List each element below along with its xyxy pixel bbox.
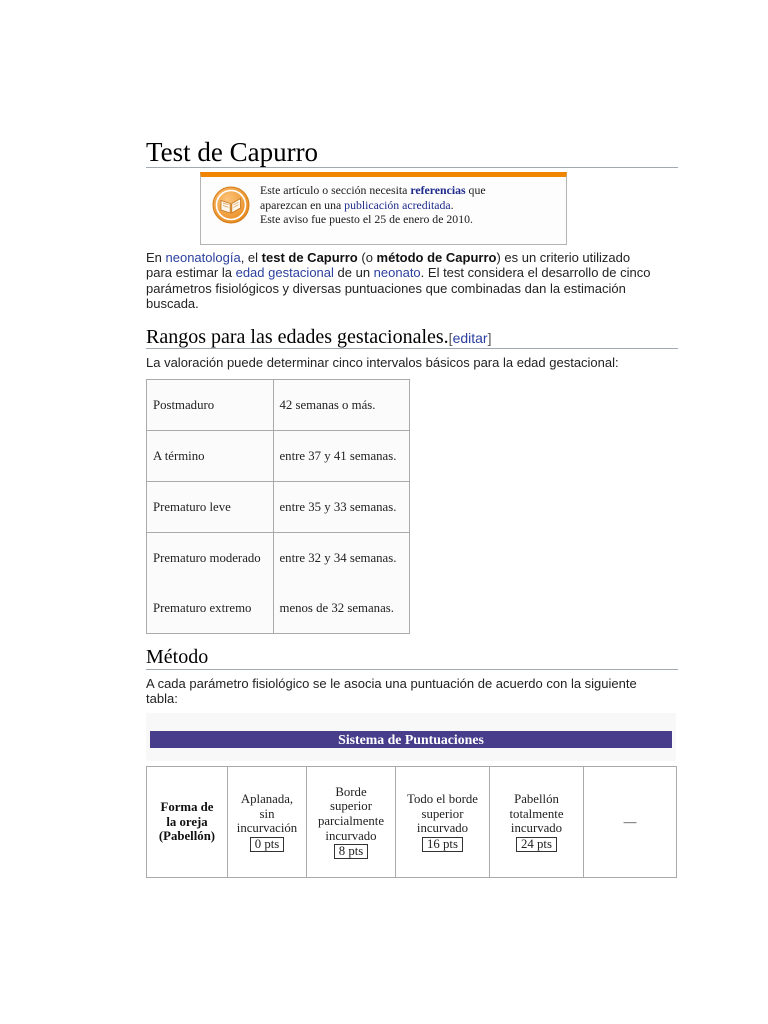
intro-line: [146, 296, 650, 311]
intro-text: de un: [333, 265, 374, 281]
cell-line: Forma de: [160, 799, 214, 814]
range-value-cell: entre 32 y 34 semanas.: [273, 533, 410, 584]
cell-line: superior: [421, 806, 464, 821]
parameter-header-cell: [147, 767, 228, 878]
points-badge: 16 pts: [422, 837, 463, 852]
cell-line: incurvado: [510, 821, 563, 836]
score-option-cell: [396, 767, 490, 878]
range-category-cell: Prematuro extremo: [147, 583, 274, 634]
range-category-cell: Prematuro leve: [147, 482, 274, 533]
points-badge: 8 pts: [334, 844, 369, 859]
intro-text: En: [146, 250, 166, 265]
notice-text: .: [450, 197, 454, 212]
gestational-ranges-table: [146, 379, 410, 634]
cell-line: incurvado: [325, 828, 377, 843]
book-icon: [212, 186, 250, 224]
range-category-cell: Prematuro moderado: [147, 533, 274, 584]
scoring-caption-box: [146, 713, 676, 761]
cell-line: Borde: [335, 784, 367, 799]
table-row: [147, 431, 410, 482]
neonatologia-link[interactable]: neonatología: [165, 250, 241, 265]
notice-line-1: [260, 183, 486, 198]
section-divider: [146, 348, 678, 349]
cell-line: Todo el borde: [407, 791, 478, 806]
intro-line: [146, 265, 650, 280]
table-row: [147, 380, 410, 431]
term-test-de-capurro: test de Capurro: [261, 250, 358, 265]
method-line: tabla:: [146, 691, 178, 707]
cell-line: la oreja: [166, 814, 208, 829]
intro-line: [146, 250, 650, 265]
range-value-cell: 42 semanas o más.: [273, 380, 410, 431]
edit-section-link[interactable]: editar: [452, 330, 488, 346]
intro-text: buscada.: [146, 295, 199, 311]
range-category-cell: Postmaduro: [147, 380, 274, 431]
table-row: [147, 767, 677, 878]
points-badge: 24 pts: [516, 837, 557, 852]
intro-text: parámetros fisiológicos y diversas puntuaciones que combinadas dan la estimación: [146, 280, 626, 296]
notice-text: que: [465, 183, 486, 197]
ranges-intro-text: [146, 355, 619, 370]
section-divider: [146, 669, 678, 670]
empty-score-cell: —: [584, 767, 677, 878]
references-notice: [200, 172, 567, 245]
cell-line: parcialmente: [317, 814, 385, 828]
edad-gestacional-link[interactable]: edad gestacional: [235, 265, 334, 281]
cell-line: (Pabellón): [158, 829, 216, 844]
score-option-cell: [307, 767, 396, 878]
score-option-cell: [228, 767, 307, 878]
intro-text: (o: [357, 250, 377, 265]
points-badge: 0 pts: [250, 837, 285, 852]
range-category-cell: A término: [147, 431, 274, 482]
section-heading-rangos: [146, 326, 491, 349]
section-heading-text: Rangos para las edades gestacionales.: [146, 326, 449, 348]
referencias-link[interactable]: referencias: [410, 183, 466, 197]
page-title: Test de Capurro: [146, 137, 319, 167]
edit-bracket-open: [: [448, 330, 453, 346]
neonato-link[interactable]: neonato: [373, 265, 421, 281]
range-value-cell: entre 37 y 41 semanas.: [273, 431, 410, 482]
cell-line: superior: [330, 799, 372, 814]
scoring-table: [146, 766, 677, 878]
edit-section-control: [449, 330, 492, 346]
cell-line: totalmente: [509, 806, 564, 821]
intro-line: [146, 281, 650, 296]
cell-line: Aplanada,: [240, 791, 294, 806]
intro-text: . El test considera el desarrollo de cinco: [420, 265, 651, 281]
notice-date: Este aviso fue puesto el 25 de enero de 2010.: [260, 212, 473, 226]
term-metodo-de-capurro: método de Capurro: [376, 250, 497, 265]
cell-line: incurvado: [416, 821, 469, 836]
section-heading-metodo: Método: [146, 646, 209, 668]
method-line: A cada parámetro fisiológico se le asocia una puntuación de acuerdo con la siguiente: [146, 676, 637, 691]
intro-text: para estimar la: [146, 265, 236, 281]
range-value-cell: entre 35 y 33 semanas.: [273, 482, 410, 533]
intro-text: , el: [240, 250, 262, 265]
score-option-cell: [490, 767, 584, 878]
ranges-intro-line: La valoración puede determinar cinco intervalos básicos para la edad gestacional:: [146, 355, 619, 370]
cell-line: sin: [259, 806, 275, 821]
publicacion-acreditada-link[interactable]: publicación acreditada: [344, 197, 451, 212]
method-paragraph: [146, 676, 637, 707]
table-row: [147, 533, 410, 584]
title-divider: [146, 167, 678, 168]
notice-text: aparezcan en una: [260, 197, 345, 212]
notice-text: Este artículo o sección necesita: [260, 183, 411, 197]
edit-bracket-close: ]: [487, 330, 492, 346]
table-row: [147, 482, 410, 533]
range-value-cell: menos de 32 semanas.: [273, 583, 410, 634]
cell-line: incurvación: [236, 821, 298, 836]
table-row: [147, 583, 410, 634]
cell-line: Pabellón: [514, 791, 559, 806]
scoring-caption: Sistema de Puntuaciones: [150, 731, 672, 748]
intro-text: ) es un criterio utilizado: [496, 250, 631, 265]
intro-paragraph: [146, 250, 650, 311]
notice-line-2: [260, 198, 486, 213]
